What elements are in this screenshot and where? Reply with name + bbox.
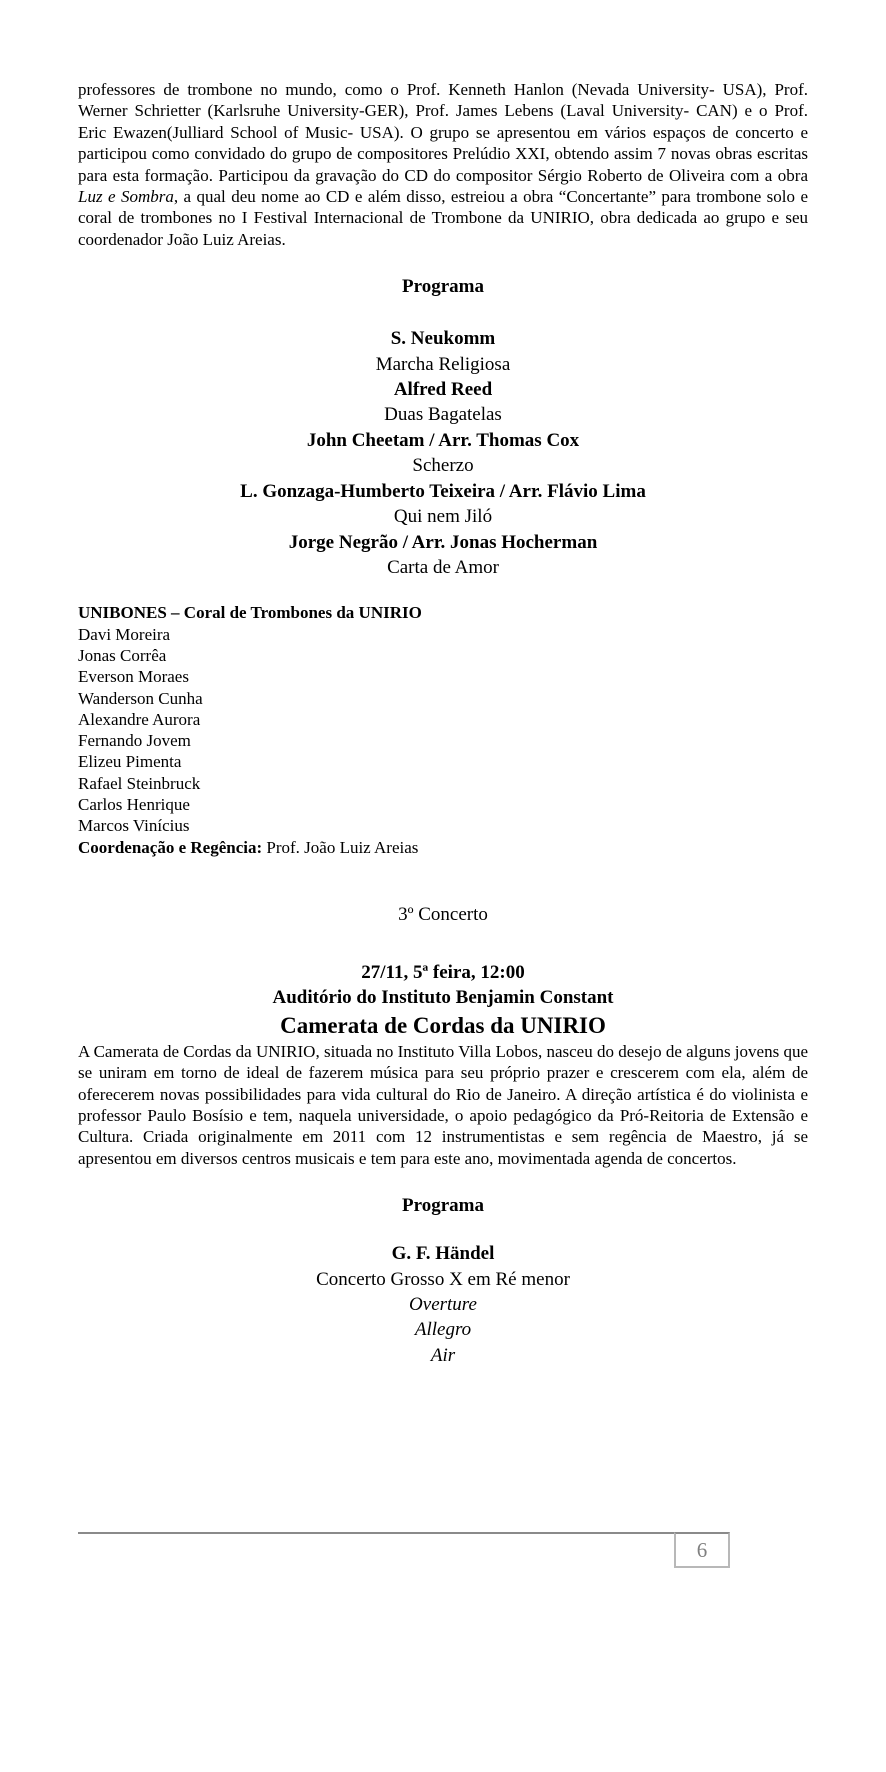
member-name: Fernando Jovem: [78, 731, 191, 751]
piece-title: Duas Bagatelas: [384, 404, 502, 426]
page-number-box: [674, 1532, 730, 1568]
program1-heading: Programa: [402, 276, 484, 298]
intro-paragraph: [78, 79, 808, 250]
piece-title: Marcha Religiosa: [375, 353, 511, 375]
concert-venue: Auditório do Instituto Benjamin Constant: [272, 987, 614, 1009]
page-footer: [78, 1532, 808, 1568]
movement-title: Allegro: [414, 1319, 472, 1341]
program-entry: [78, 428, 808, 479]
concert-header: [78, 960, 808, 1041]
member-name: Everson Moraes: [78, 667, 189, 687]
composer-name: L. Gonzaga-Humberto Teixeira / Arr. Flávio Lima: [240, 480, 646, 502]
concert-datetime: 27/11, 5ª feira, 12:00: [361, 961, 525, 983]
composer-name: G. F. Händel: [391, 1243, 495, 1265]
coordination-label: Coordenação e Regência:: [78, 837, 263, 857]
program-entry: [78, 377, 808, 428]
member-name: Rafael Steinbruck: [78, 773, 201, 793]
footer-rule: [78, 1532, 674, 1534]
ensemble-title: UNIBONES – Coral de Trombones da UNIRIO: [78, 603, 422, 623]
intro-text-part1: professores de trombone no mundo, como o Prof. Kenneth Hanlon (Nevada University- USA), Prof. Werner Schrietter (Karlsruhe University-GER), Prof. James Lebens (Laval University- CAN) e o Prof. Eric Ewazen(Julliard School of Music- USA). O grupo se apresentou em vários espaços de concerto e participou como convidado do grupo de compositores Prelúdio XXI, obtendo assim 7 novas obras escritas para esta formação. Participou da gravação do CD do compositor Sérgio Roberto de Oliveira com a obra: [78, 80, 808, 185]
piece-title: Qui nem Jiló: [393, 506, 493, 528]
camerata-description-paragraph: A Camerata de Cordas da UNIRIO, situada no Instituto Villa Lobos, nasceu do desejo de alguns jovens que se uniram em torno de ideal de fazerem música para seu próprio prazer e crescerem com ela, além de oferecerem novas possibilidades para vida cultural do Rio de Janeiro. A direção artística é do violinista e professor Paulo Bosísio e tem, naquela universidade, o apoio pedagógico da Pró-Reitoria de Extensão e Cultura. Criada originalmente em 2011 com 12 instrumentistas e sem regência de Maestro, já se apresentou em diversos centros musicais e tem para este ano, movimentada agenda de concertos.: [78, 1041, 808, 1168]
concert-ensemble-title: Camerata de Cordas da UNIRIO: [280, 1012, 606, 1038]
member-name: Marcos Vinícius: [78, 816, 190, 836]
member-name: Carlos Henrique: [78, 794, 190, 814]
composer-name: John Cheetam / Arr. Thomas Cox: [306, 429, 580, 451]
member-name: Alexandre Aurora: [78, 709, 201, 729]
piece-title: Carta de Amor: [387, 556, 499, 578]
program1-list: [78, 326, 808, 580]
ensemble-section: [78, 602, 808, 858]
intro-text-part2: , a qual deu nome ao CD e além disso, estreiou a obra “Concertante” para trombone solo e coral de trombones no I Festival Internacional de Trombone da UNIRIO, obra dedicada ao grupo e seu coordenador João Luiz Areias.: [78, 187, 808, 249]
program2-list: [78, 1241, 808, 1368]
cd-title-italic: Luz e Sombra: [78, 187, 174, 207]
piece-title: Concerto Grosso X em Ré menor: [316, 1268, 570, 1290]
program-entry: [78, 479, 808, 530]
coordination-line: [78, 837, 808, 858]
member-name: Davi Moreira: [78, 624, 171, 644]
coordination-value: Prof. João Luiz Areias: [262, 837, 419, 857]
movement-title: Air: [430, 1344, 456, 1366]
composer-name: Jorge Negrão / Arr. Jonas Hocherman: [288, 531, 598, 553]
member-name: Elizeu Pimenta: [78, 752, 182, 772]
page-number: 6: [696, 1537, 708, 1562]
program-entry: [78, 530, 808, 581]
member-name: Wanderson Cunha: [78, 688, 203, 708]
composer-name: S. Neukomm: [390, 328, 496, 350]
program-entry: [78, 326, 808, 377]
member-name: Jonas Corrêa: [78, 645, 167, 665]
movement-title: Overture: [409, 1293, 477, 1315]
concert-number-label: 3º Concerto: [398, 903, 488, 925]
piece-title: Scherzo: [412, 455, 474, 477]
program2-heading: Programa: [402, 1195, 484, 1217]
composer-name: Alfred Reed: [393, 379, 493, 401]
